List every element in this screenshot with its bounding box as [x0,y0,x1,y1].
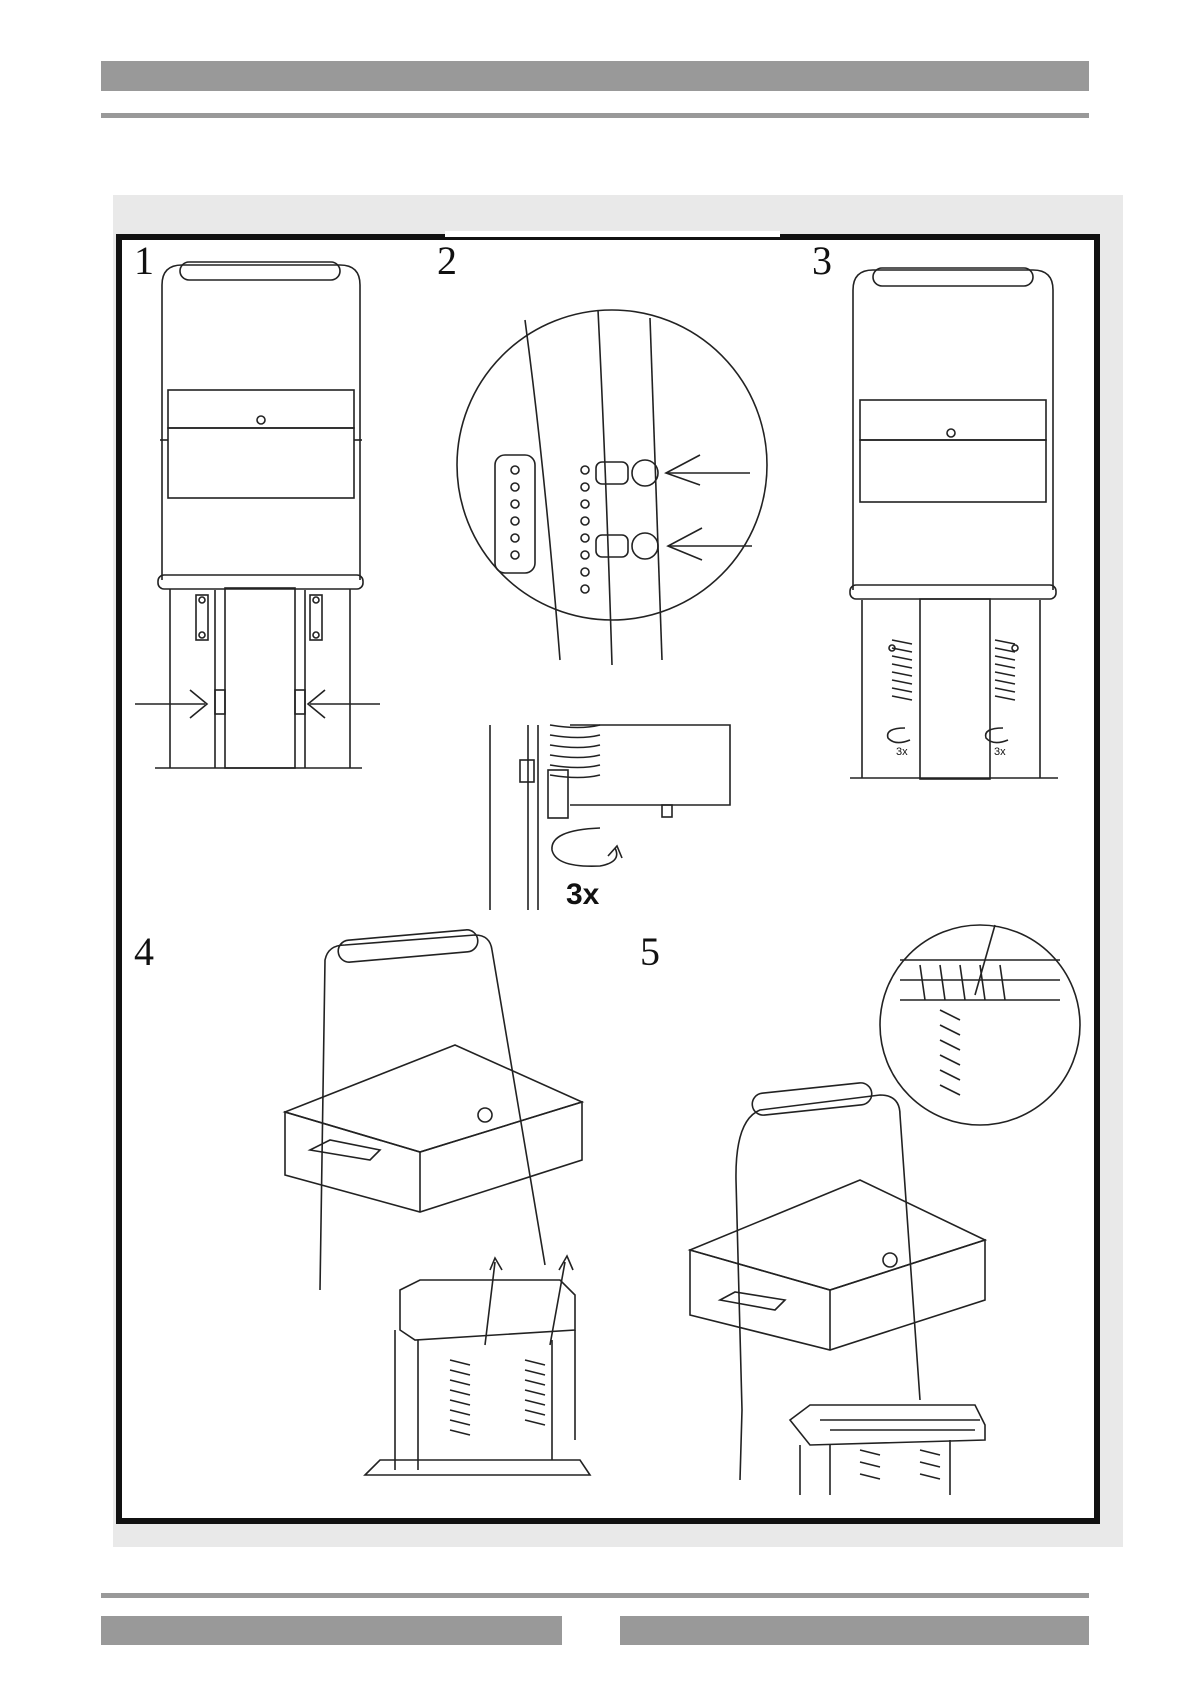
step-number-4: 4 [134,929,154,974]
step4-drawing [285,929,590,1475]
step-number-2: 2 [437,238,457,283]
step-number-1: 1 [134,238,154,283]
step5-drawing [690,925,1080,1495]
step3-left-3x-label: 3x [896,746,908,758]
step1-drawing [135,262,380,768]
detail-3x-label: 3x [566,878,600,911]
step-number-3: 3 [812,238,832,283]
spring-detail-drawing [490,725,730,910]
step3-right-3x-label: 3x [994,746,1006,758]
footer-bar-right [620,1616,1089,1645]
footer-bar-left [101,1616,562,1645]
footer-rule [101,1593,1089,1598]
step2-detail-circle [457,310,767,665]
step-number-5: 5 [640,929,660,974]
step3-drawing [850,268,1058,779]
